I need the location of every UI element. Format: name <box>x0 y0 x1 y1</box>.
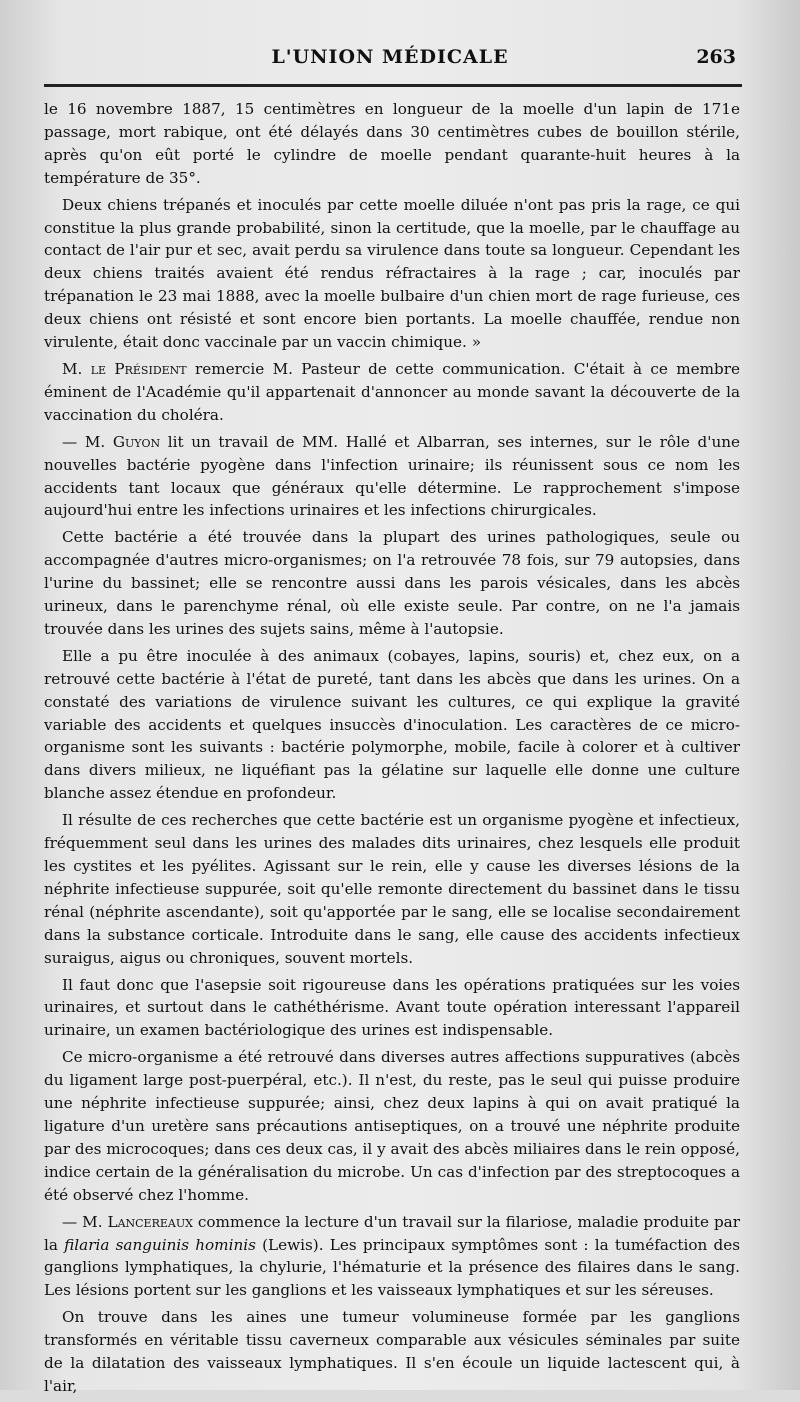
journal-title: L'UNION MÉDICALE <box>271 46 509 68</box>
paragraph-guyon: — M. Guyon lit un travail de MM. Hallé et Albarran, ses internes, sur le rôle d'une nouvelles bactérie pyogène dans l'infection urinaire; ils réunissent sous ce nom les accidents tant locaux que généraux qu'elle détermine. Le rapprochement s'impose aujourd'hui entre les infections urinaires et les infections chirurgicales. <box>44 432 740 520</box>
page-number: 263 <box>696 46 736 68</box>
paragraph-bacteria-found: Cette bactérie a été trouvée dans la plupart des urines pathologiques, seule ou accompagnée d'autres micro-organismes; on l'a retrouvée 78 fois, sur 79 autopsies, dans l'urine du bassinet; elle se rencontre aussi dans les parois vésicales, dans les abcès urineux, dans le parenchyme rénal, où elle existe seule. Par contre, on ne l'a jamais trouvée dans les urines des sujets sains, même à l'autopsie. <box>44 528 740 638</box>
paragraph-inoculation: Elle a pu être inoculée à des animaux (cobayes, lapins, souris) et, chez eux, on a retrouvé cette bactérie à l'état de pureté, tant dans les abcès que dans les urines. On a constaté des variations de virulence suivant les cultures, ce qui explique la gravité variable des accidents et quelques insuccès d'inoculation. Les caractères de ce micro-organisme sont les suivants : bactérie polymorphe, mobile, facile à colorer et à cultiver dans divers milieux, ne liquéfiant pas la gélatine sur laquelle elle donne une culture blanche assez étendue en profondeur. <box>44 646 740 803</box>
speaker-name: Lancereaux <box>107 1212 193 1231</box>
paragraph-other-affections: Ce micro-organisme a été retrouvé dans diverses autres affections suppuratives (abcès du ligament large post-puerpéral, etc.). Il n'est, du reste, pas le seul qui puisse produire une néphrite infectieuse suppurée; ainsi, chez deux lapins à qui on avait pratiqué la ligature d'un uretère sans précautions antiseptiques, on a trouvé une néphrite produite par des microcoques; dans ces deux cas, il y avait des abcès miliaires dans le rein opposé, indice certain de la généralisation du microbe. Un cas d'infection par des streptocoques a été observé chez l'homme. <box>44 1048 740 1204</box>
paragraph-dogs-experiment: Deux chiens trépanés et inoculés par cette moelle diluée n'ont pas pris la rage, ce qui constitue la plus grande probabilité, sinon la certitude, que la moelle, par le chauffage au contact de l'air pur et sec, avait perdu sa virulence dans toute sa longueur. Cependant les deux chiens traités avaient été rendus réfractaires à la rage ; car, inoculés par trépanation le 23 mai 1888, avec la moelle bulbaire d'un chien mort de rage furieuse, ces deux chiens ont résisté et sont encore bien portants. La moelle chauffée, rendue non virulente, était donc vaccinale par un vaccin chimique. » <box>44 195 740 352</box>
article-body <box>44 98 740 1402</box>
paragraph-results: Il résulte de ces recherches que cette bactérie est un organisme pyogène et infectieux, fréquemment seul dans les urines des malades dits urinaires, chez lesquels elle produit les cystites et les pyélites. Agissant sur le rein, elle y cause les diverses lésions de la néphrite infectieuse suppurée, soit qu'elle remonte directement du bassinet dans le tissu rénal (néphrite ascendante), soit qu'apportée par le sang, elle se localise secondairement dans la substance corticale. Introduite dans le sang, elle cause des accidents infectieux suraigus, aigus ou chroniques, souvent mortels. <box>44 811 740 967</box>
paragraph-continuation: le 16 novembre 1887, 15 centimètres en longueur de la moelle d'un lapin de 171e passage, mort rabique, ont été délayés dans 30 centimètres cubes de bouillon stérile, après qu'on eût porté le cylindre de moelle pendant quarante-huit heures à la température de 35°. <box>44 100 740 187</box>
paragraph-aines: On trouve dans les aines une tumeur volumineuse formée par les ganglions transformés en véritable tissu caverneux comparable aux vésicules séminales par suite de la dilatation des vaisseaux lymphatiques. Il s'en écoule un liquide lactescent qui, à l'air, <box>44 1308 740 1395</box>
species-name: filaria sanguinis hominis <box>64 1235 256 1254</box>
paragraph-lancereaux: — M. Lancereaux commence la lecture d'un travail sur la filariose, maladie produite par la filaria sanguinis hominis (Lewis). Les principaux symptômes sont : la tuméfaction des ganglions lymphatiques, la chylurie, l'hématurie et la présence des filaires dans le sang. Les lésions portent sur les ganglions et les vaisseaux lymphatiques et sur les séreuses. <box>44 1212 740 1300</box>
header-rule <box>44 84 742 87</box>
running-head <box>44 46 736 80</box>
paragraph-asepsis: Il faut donc que l'asepsie soit rigoureuse dans les opérations pratiquées sur les voies urinaires, et surtout dans le cathéthérisme. Avant toute opération interessant l'appareil urinaire, un examen bactériologique des urines est indispensable. <box>44 975 740 1040</box>
paragraph-president: M. le Président remercie M. Pasteur de cette communication. C'était à ce membre éminent de l'Académie qu'il appartenait d'annoncer au monde savant la découverte de la vaccination du choléra. <box>44 359 740 424</box>
speaker-name: M. le Président <box>62 359 187 378</box>
speaker-name: Guyon <box>112 432 161 451</box>
